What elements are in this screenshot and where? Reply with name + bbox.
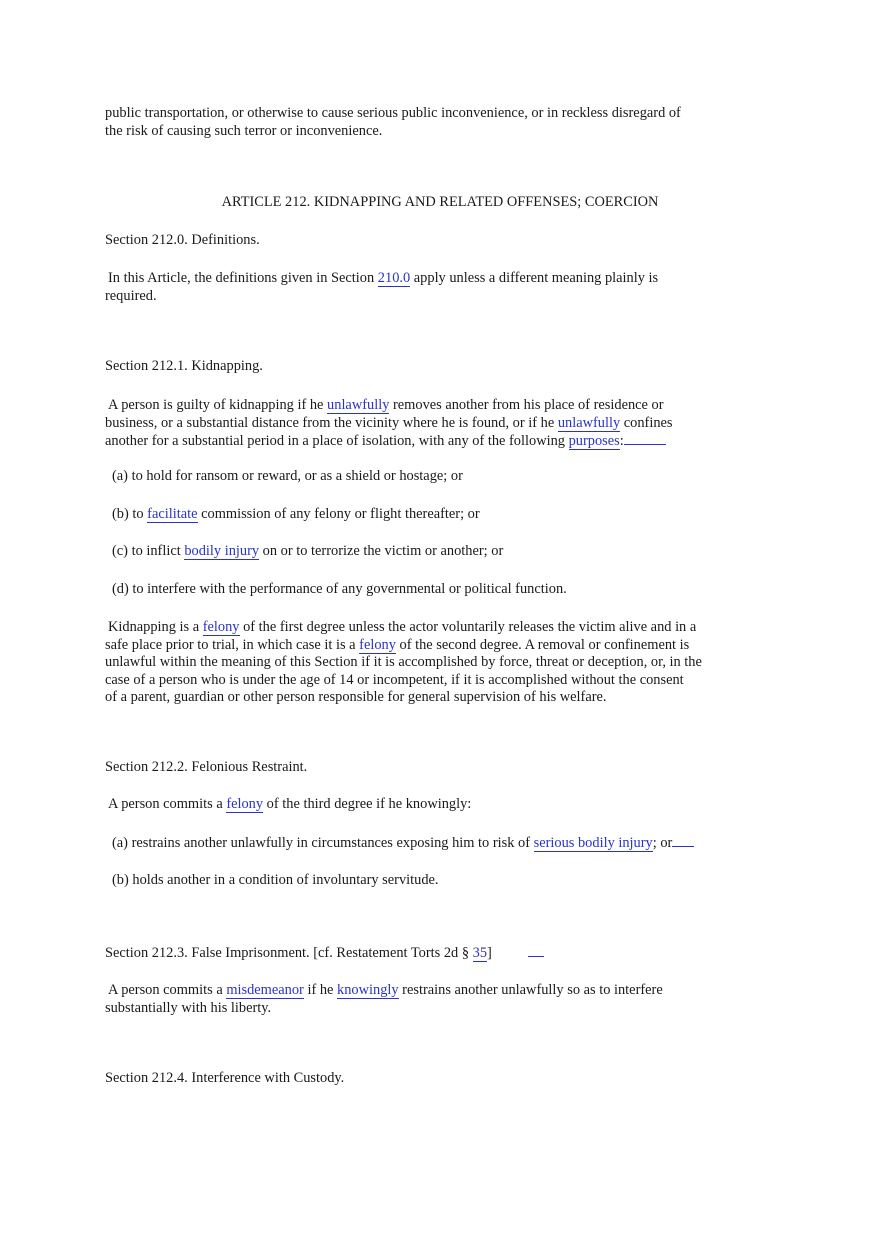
link-underline bbox=[672, 834, 694, 847]
text-run: (a) restrains another unlawfully in circumstances exposing him to risk of bbox=[112, 835, 534, 851]
text-run: required. bbox=[105, 287, 157, 304]
unlawfully-link[interactable]: unlawfully bbox=[327, 397, 390, 413]
text-run: ; or bbox=[652, 835, 673, 851]
section-212-1-paragraph-2 bbox=[105, 619, 745, 707]
text-run: business, or a substantial distance from the vicinity where he is found, or if he bbox=[105, 414, 558, 431]
section-212-1-paragraph-1 bbox=[105, 397, 745, 451]
text-run: on or to terrorize the victim or another; or bbox=[259, 543, 504, 559]
section-212-1-title: Section 212.1. Kidnapping. bbox=[105, 358, 263, 374]
text-run: In this Article, the definitions given in Section bbox=[108, 270, 378, 286]
bodily-injury-link[interactable]: bodily injury bbox=[184, 543, 260, 559]
section-212-2-paragraph bbox=[105, 796, 725, 814]
text-run: : bbox=[619, 433, 624, 449]
facilitate-link[interactable]: facilitate bbox=[147, 506, 198, 522]
text-run: of the second degree. A removal or confinement is bbox=[395, 636, 690, 653]
continued-paragraph bbox=[105, 105, 725, 140]
text-run: if he bbox=[303, 982, 338, 998]
list-item-d: (d) to interfere with the performance of any governmental or political function. bbox=[112, 581, 567, 597]
list-item-a bbox=[112, 834, 694, 853]
felony-link[interactable]: felony bbox=[202, 619, 240, 635]
unlawfully-link[interactable]: unlawfully bbox=[557, 414, 621, 431]
section-212-3-paragraph bbox=[105, 982, 725, 1017]
list-item-b bbox=[112, 506, 480, 524]
list-item-b: (b) holds another in a condition of involuntary servitude. bbox=[112, 872, 439, 888]
text-run: unlawful within the meaning of this Section if it is accomplished by force, threat or deception, or, in the bbox=[105, 654, 702, 670]
text-run: A person is guilty of kidnapping if he bbox=[108, 397, 328, 413]
text-run: ] bbox=[487, 945, 492, 961]
text-run: of a parent, guardian or other person responsible for general supervision of his welfare. bbox=[105, 689, 607, 705]
text-run: A person commits a bbox=[108, 982, 227, 998]
misdemeanor-link[interactable]: misdemeanor bbox=[226, 982, 304, 998]
list-item-c bbox=[112, 543, 503, 561]
paragraph-line: the risk of causing such terror or inconvenience. bbox=[105, 122, 383, 139]
restatement-35-link[interactable]: 35 bbox=[472, 945, 488, 961]
felony-link[interactable]: felony bbox=[359, 636, 396, 653]
section-212-2-title: Section 212.2. Felonious Restraint. bbox=[105, 759, 308, 775]
text-run: confines bbox=[620, 414, 673, 431]
section-210-0-link[interactable]: 210.0 bbox=[377, 270, 411, 286]
text-run: case of a person who is under the age of 14 or incompetent, if it is accomplished without the consent bbox=[105, 671, 684, 688]
text-run: commission of any felony or flight thereafter; or bbox=[197, 506, 480, 522]
link-underline bbox=[528, 944, 544, 957]
text-run: restrains another unlawfully so as to interfere bbox=[398, 982, 663, 998]
list-item-a: (a) to hold for ransom or reward, or as a shield or hostage; or bbox=[112, 468, 463, 484]
text-run: of the third degree if he knowingly: bbox=[263, 796, 472, 812]
text-run: removes another from his place of residence or bbox=[389, 397, 664, 413]
purposes-link[interactable]: purposes bbox=[568, 433, 620, 449]
text-run: another for a substantial period in a place of isolation, with any of the following bbox=[105, 433, 569, 449]
paragraph-line: public transportation, or otherwise to cause serious public inconvenience, or in reckless disregard of bbox=[105, 105, 681, 121]
text-run: (c) to inflict bbox=[112, 543, 185, 559]
text-run: Section 212.3. False Imprisonment. [cf. Restatement Torts 2d § bbox=[105, 945, 473, 961]
section-212-0-paragraph bbox=[105, 270, 725, 305]
felony-link[interactable]: felony bbox=[226, 796, 264, 812]
section-212-0-title: Section 212.0. Definitions. bbox=[105, 232, 260, 248]
section-212-3-title bbox=[105, 944, 544, 963]
text-run: Kidnapping is a bbox=[108, 619, 203, 635]
text-run: of the first degree unless the actor voluntarily releases the victim alive and in a bbox=[239, 619, 697, 635]
link-underline bbox=[624, 432, 666, 445]
text-run: A person commits a bbox=[108, 796, 227, 812]
section-212-4-title: Section 212.4. Interference with Custody. bbox=[105, 1070, 345, 1086]
knowingly-link[interactable]: knowingly bbox=[337, 982, 399, 998]
text-run: apply unless a different meaning plainly is bbox=[410, 270, 659, 286]
text-run: substantially with his liberty. bbox=[105, 999, 272, 1016]
serious-bodily-injury-link[interactable]: serious bodily injury bbox=[533, 835, 653, 851]
text-run: safe place prior to trial, in which case it is a bbox=[105, 636, 360, 653]
article-heading: ARTICLE 212. KIDNAPPING AND RELATED OFFENSES; COERCION bbox=[221, 194, 659, 210]
text-run: (b) to bbox=[112, 506, 148, 522]
